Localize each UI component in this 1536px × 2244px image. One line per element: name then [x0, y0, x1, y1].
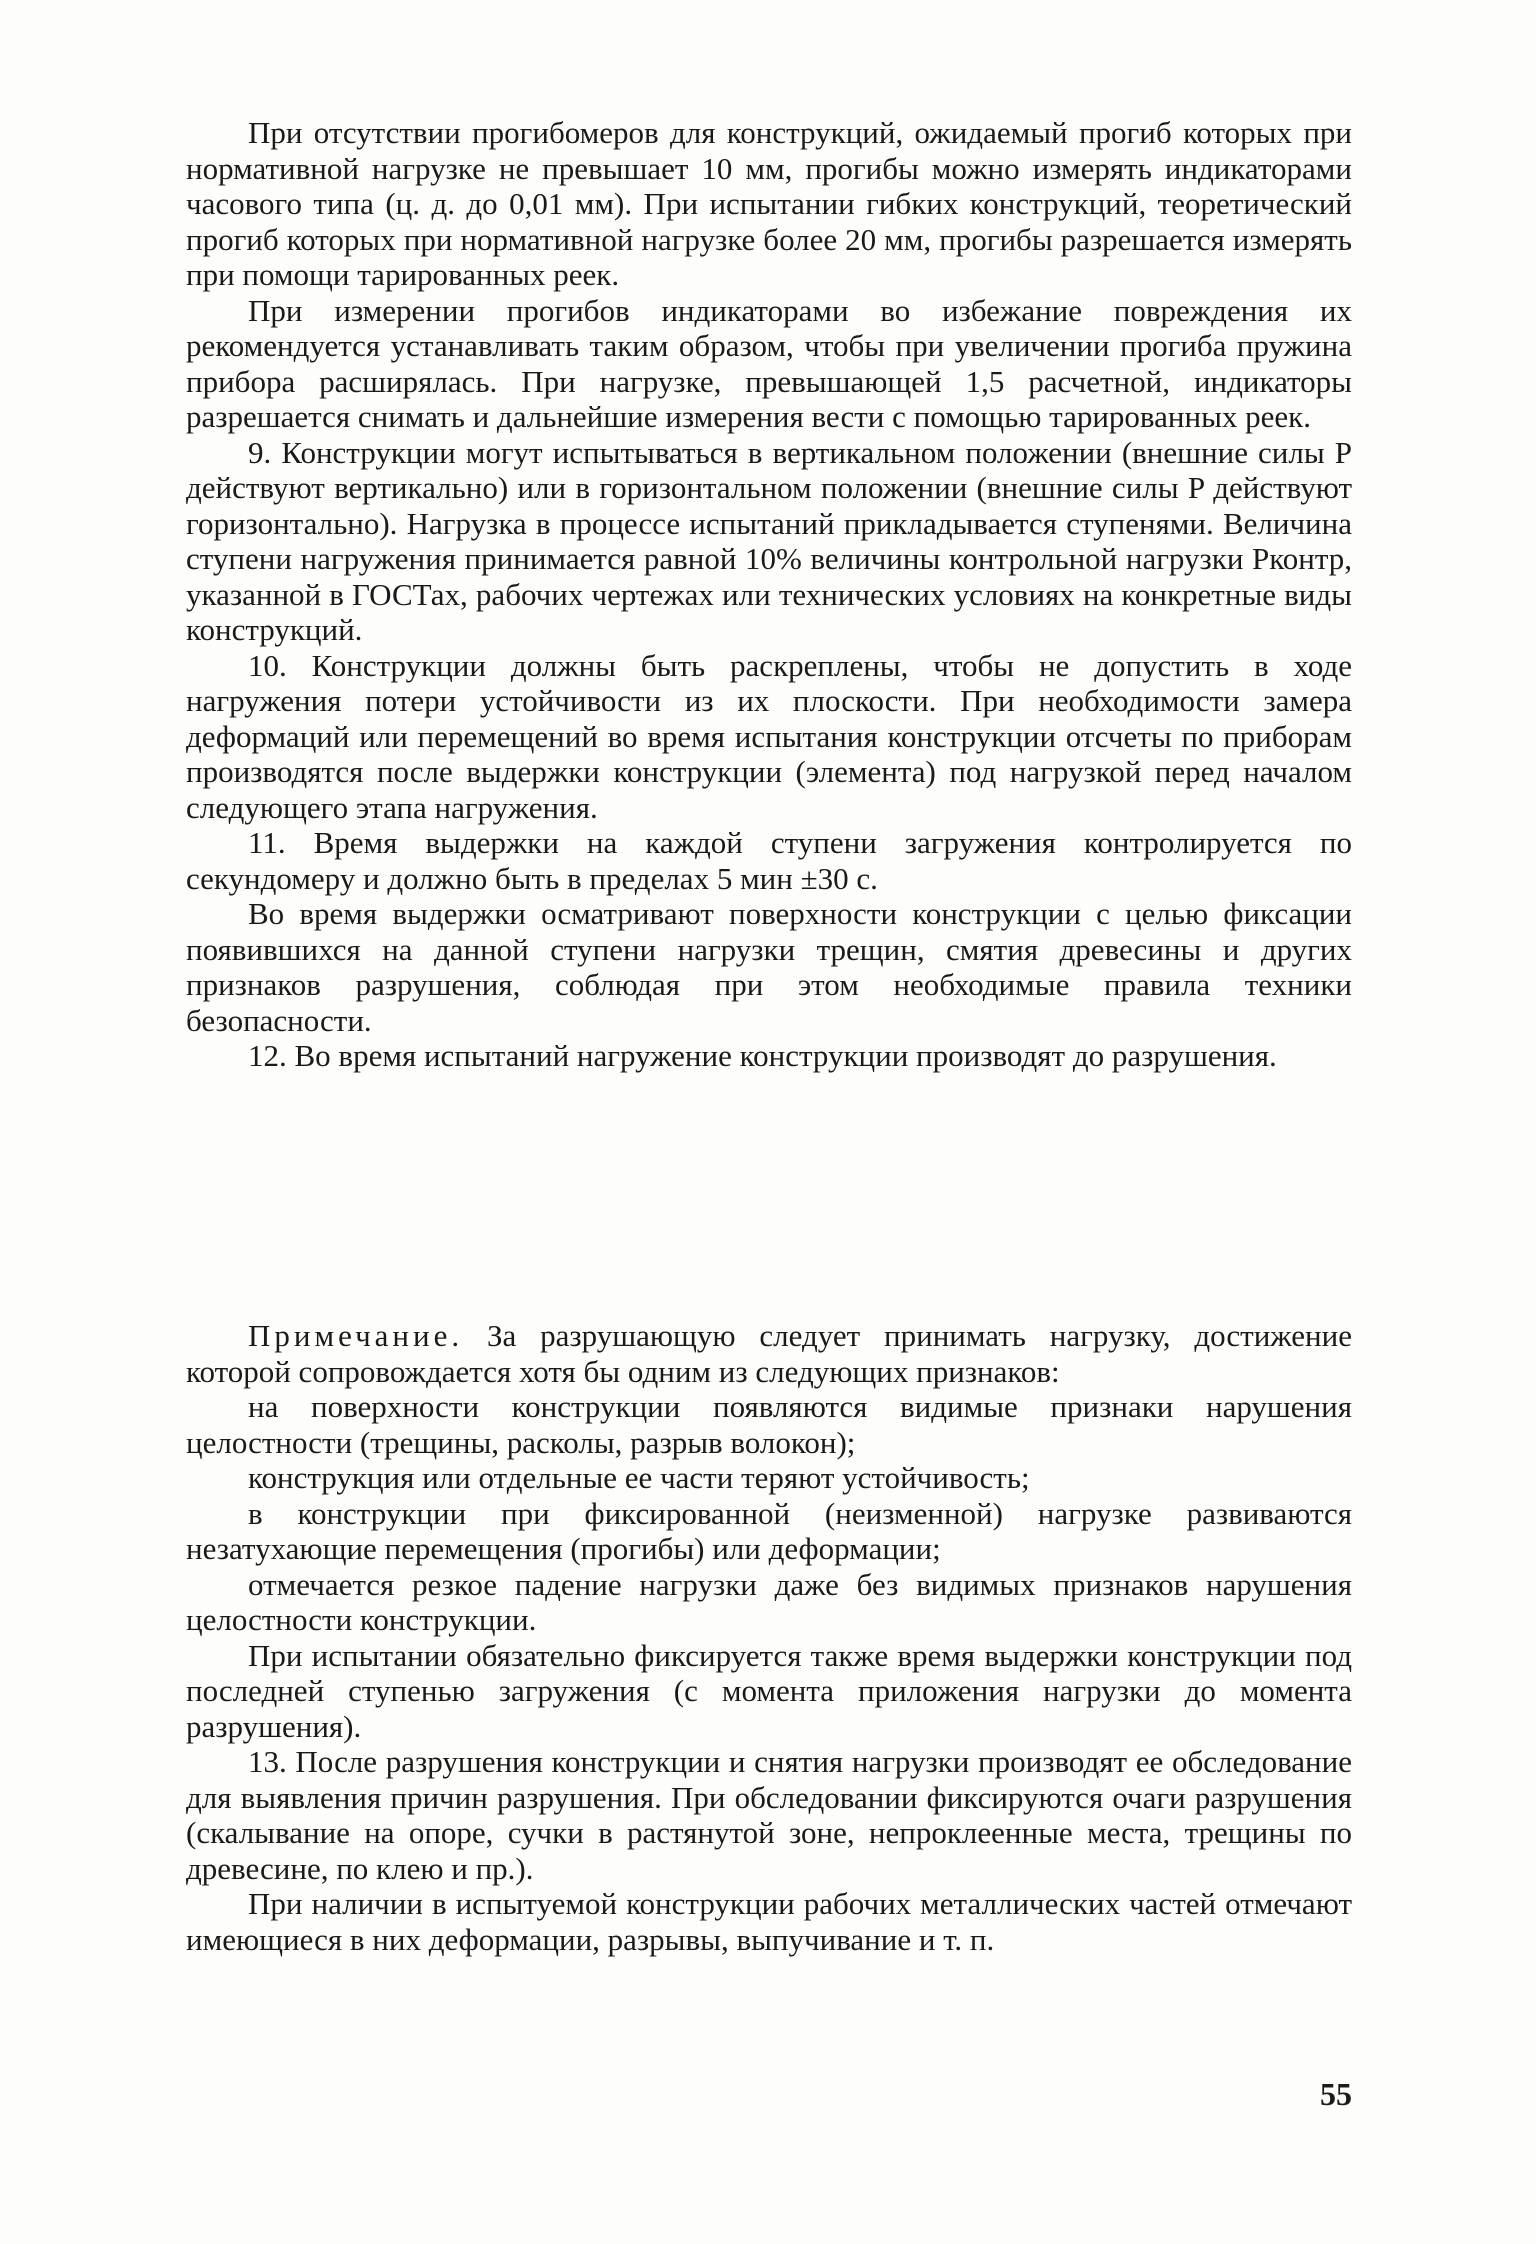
- note-criterion: конструкция или отдельные ее части теряют устойчивость;: [248, 1460, 1030, 1495]
- paragraph-item-12: 12. Во время испытаний нагружение конструкции производят до разрушения.: [248, 1038, 1277, 1073]
- paragraph-item-10: 10. Конструкции должны быть раскреплены, чтобы не допустить в ходе нагружения потери устойчивости из их плоскости. При необходимости замера деформаций или перемещений во время испытания конструкции отсчеты по приборам производятся после выдержки конструкции (элемента) под нагрузкой перед началом следующего этапа нагружения.: [186, 647, 1352, 825]
- paragraph-metal-parts: При наличии в испытуемой конструкции рабочих металлических частей отмечают имеющиеся в них деформации, разрывы, выпучивание и т. п.: [186, 1886, 1352, 1957]
- paragraph-hold-time: При испытании обязательно фиксируется также время выдержки конструкции под последней ступенью загружения (с момента приложения нагрузки до момента разрушения).: [186, 1637, 1352, 1744]
- note-intro: За разрушающую следует принимать нагрузку, достижение которой сопровождается хотя бы одним из следующих признаков:: [186, 1318, 1352, 1389]
- paragraph-item-11: 11. Время выдержки на каждой ступени загружения контролируется по секундомеру и должно быть в пределах 5 мин ±30 с.: [186, 825, 1352, 896]
- note-intro-paragraph: [186, 1318, 1352, 1389]
- note-criterion: в конструкции при фиксированной (неизменной) нагрузке развиваются незатухающие перемещения (прогибы) или деформации;: [186, 1495, 1352, 1566]
- paragraph-item-13: 13. После разрушения конструкции и снятия нагрузки производят ее обследование для выявления причин разрушения. При обследовании фиксируются очаги разрушения (скалывание на опоре, сучки в растянутой зоне, непроклеенные места, трещины по древесине, по клею и пр.).: [186, 1744, 1352, 1886]
- paragraph-inspection: Во время выдержки осматривают поверхности конструкции с целью фиксации появившихся на данной ступени нагрузки трещин, смятия древесины и других признаков разрушения, соблюдая при этом необходимые правила техники безопасности.: [186, 896, 1352, 1038]
- note-criterion: на поверхности конструкции появляются видимые признаки нарушения целостности (трещины, расколы, разрыв волокон);: [186, 1389, 1352, 1460]
- note-block: [186, 1318, 1352, 1957]
- page-number: 55: [1320, 2076, 1352, 2112]
- paragraph-item-9: 9. Конструкции могут испытываться в вертикальном положении (внешние силы P действуют вертикально) или в горизонтальном положении (внешние силы P действуют горизонтально). Нагрузка в процессе испытаний прикладывается ступенями. Величина ступени нагружения принимается равной 10% величины контрольной нагрузки Pконтр, указанной в ГОСТах, рабочих чертежах или технических условиях на конкретные виды конструкций.: [186, 434, 1352, 647]
- paragraph-indicator-measurement: При измерении прогибов индикаторами во избежание повреждения их рекомендуется устанавливать таким образом, чтобы при увеличении прогиба пружина прибора расширялась. При нагрузке, превышающей 1,5 расчетной, индикаторы разрешается снимать и дальнейшие измерения вести с помощью тарированных реек.: [186, 292, 1352, 434]
- paragraph-deflection-gauges: При отсутствии прогибомеров для конструкций, ожидаемый прогиб которых при нормативной нагрузке не превышает 10 мм, прогибы можно измерять индикаторами часового типа (ц. д. до 0,01 мм). При испытании гибких конструкций, теоретический прогиб которых при нормативной нагрузке более 20 мм, прогибы разрешается измерять при помощи тарированных реек.: [186, 115, 1352, 292]
- main-text: [186, 115, 1352, 1074]
- note-criterion: отмечается резкое падение нагрузки даже без видимых признаков нарушения целостности конструкции.: [186, 1566, 1352, 1637]
- note-title: Примечание.: [248, 1318, 464, 1353]
